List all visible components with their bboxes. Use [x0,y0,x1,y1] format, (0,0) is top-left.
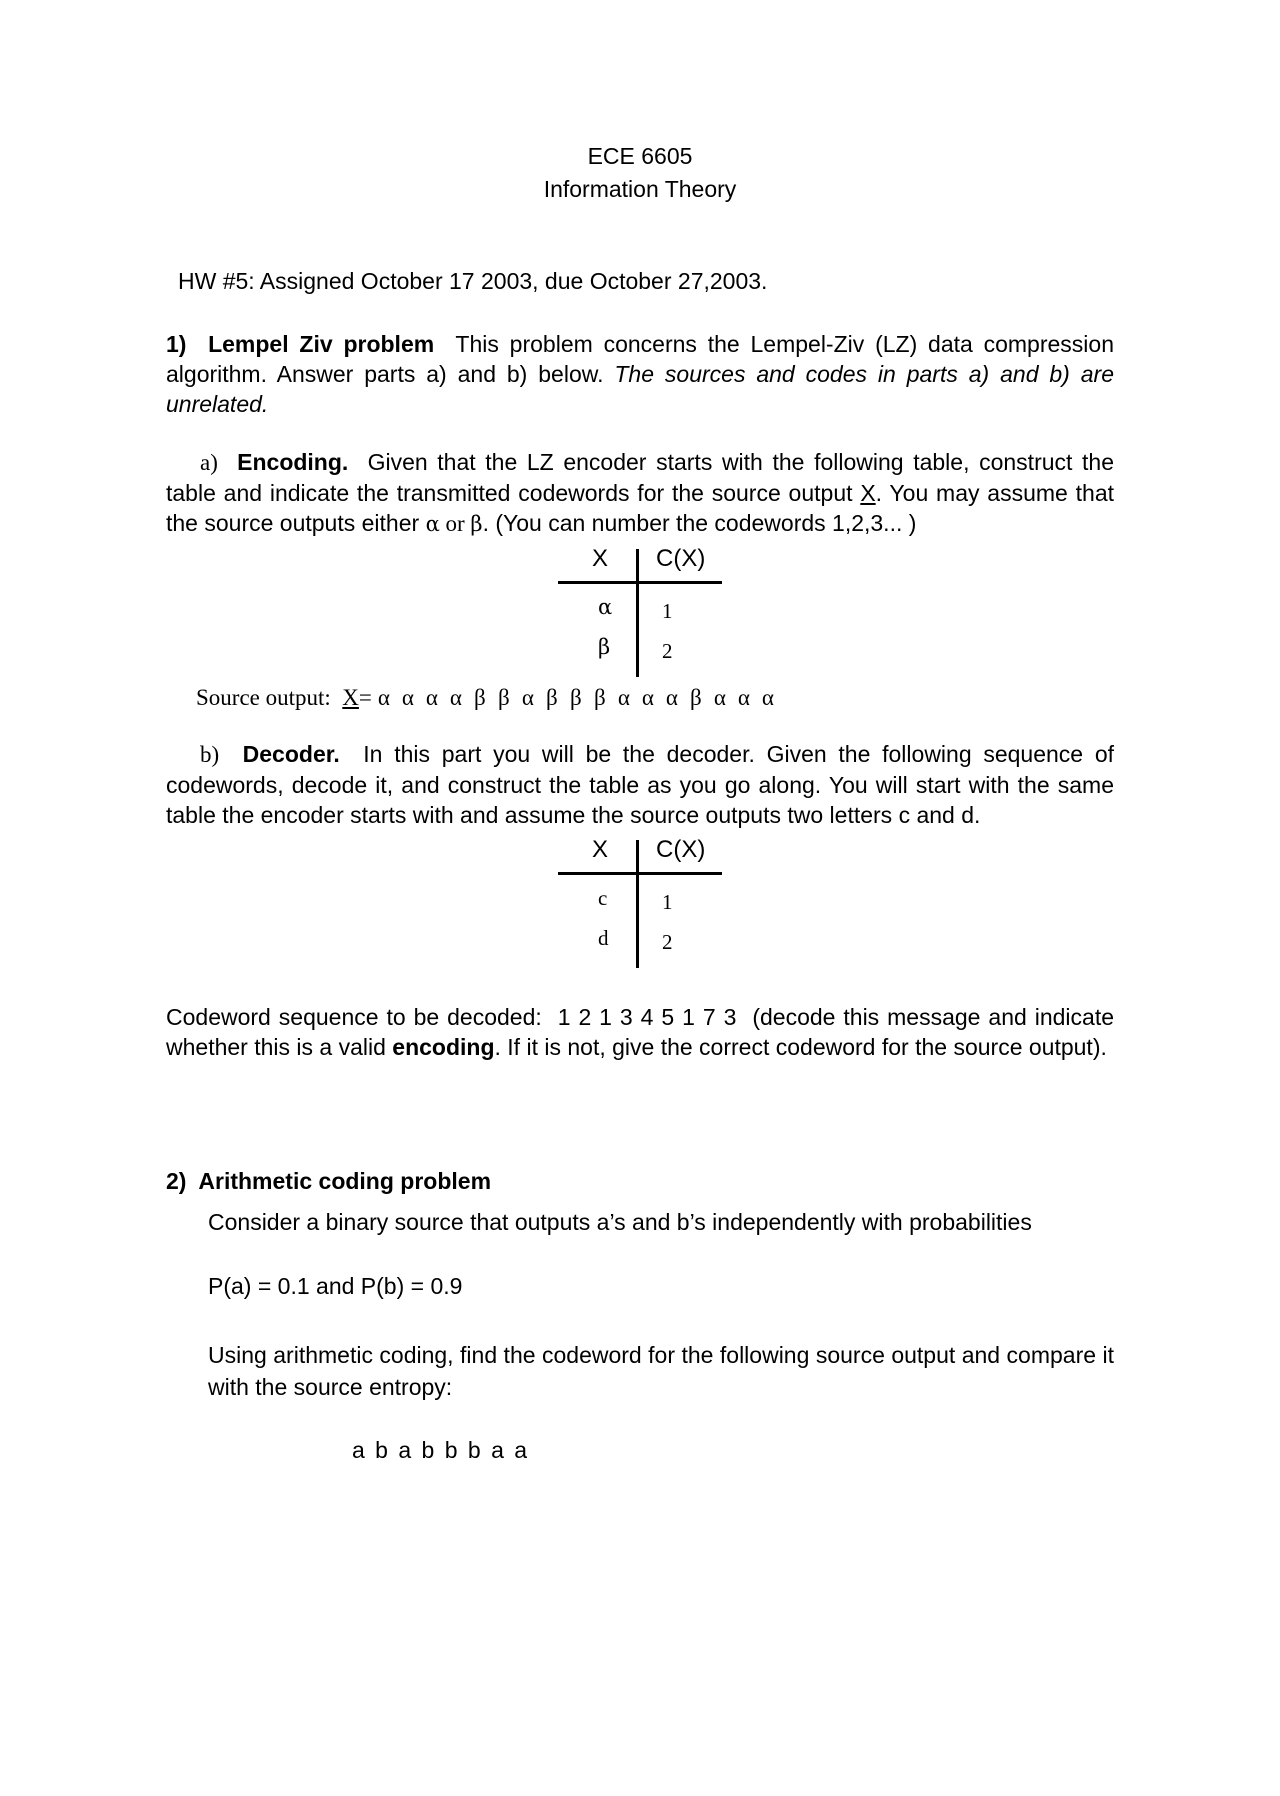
document-header [0,140,1280,206]
problem2-source-output: a b a b b b a a [352,1437,530,1463]
part-a-symbol-beta: β [470,512,483,536]
codeword-sequence-label: Codeword sequence to be decoded: [166,1004,542,1030]
problem2-probabilities: P(a) = 0.1 and P(b) = 0.9 [208,1273,463,1299]
encoder-table-header-cx: C(X) [656,545,706,572]
codeword-tail-2: . If it is not, give the correct codeword for the source output). [494,1034,1107,1060]
source-output-symbol: α [665,685,678,710]
source-output-symbol: α [737,685,750,710]
course-code: ECE 6605 [587,143,693,169]
part-b-text: In this part you will be the decoder. Given the following sequence of codewords, decode it, and construct the table as you go along. You will start with the same table the encoder starts with and assume the source outputs two letters c and d. [166,741,1115,828]
source-output-symbol: α [761,685,774,710]
part-b-title: Decoder. [242,741,340,767]
source-output-symbol: α [449,685,462,710]
source-output-symbol: β [570,685,582,710]
problem1-part-a [166,447,1114,539]
encoder-table-row1-codeword: 1 [662,599,673,623]
encoder-table-row2-codeword: 2 [662,639,673,663]
decoder-table-row2-symbol: d [598,926,609,950]
course-title: Information Theory [543,176,737,202]
decoder-table-row2-codeword: 2 [662,930,673,954]
decoder-table-header-cx: C(X) [656,836,706,863]
source-output-symbol: β [594,685,606,710]
encoder-table-header-x: X [592,545,609,572]
problem2-heading [166,1168,1114,1195]
source-output-symbol: α [617,685,630,710]
problem1-title: Lempel Ziv problem [208,331,435,357]
decoder-table-header-x: X [592,836,609,863]
table-vertical-rule [636,840,639,968]
source-output-symbol: α [641,685,654,710]
part-a-text-2: . You may assume that the source outputs either [166,480,1114,536]
document-body [166,268,1114,1464]
part-b-label: b) [200,742,220,767]
problem2-number: 2) [166,1168,187,1194]
source-output-symbol: α [401,685,414,710]
problem2-title: Arithmetic coding problem [198,1168,492,1194]
part-a-conjunction: or [439,511,471,536]
part-a-text-3: . (You can number the codewords 1,2,3... ) [482,510,917,536]
codeword-bold-word: encoding [392,1034,495,1060]
source-output-symbol: α [377,685,390,710]
codeword-sequence-paragraph [166,1002,1114,1062]
table-vertical-rule [636,549,639,677]
decoder-table-row1-codeword: 1 [662,890,673,914]
part-a-title: Encoding. [237,449,349,475]
part-a-text-1: Given that the LZ encoder starts with the following table, construct the table and indicate the transmitted codewords for the source output [166,449,1115,506]
source-output-variable: X [342,685,359,710]
part-a-label: a) [200,450,218,475]
problem2-line-1: Consider a binary source that outputs a’s and b’s independently with probabilities [208,1209,1032,1235]
source-output-sequence [372,685,780,710]
codeword-tail-1: (decode this message and indicate whether this is a valid [166,1004,1115,1060]
source-output-symbol: β [474,685,486,710]
source-output-equals: = [358,685,372,710]
source-output-label: Source output: [196,685,331,710]
source-output-symbol: β [498,685,510,710]
problem1-intro-end: . [261,391,269,417]
source-output-line [166,685,1114,711]
problem1-intro [166,329,1114,419]
part-a-variable-x: X [860,480,876,506]
part-a-symbol-alpha: α [425,512,440,536]
table-horizontal-rule [558,872,722,875]
problem1-part-b [166,739,1114,830]
problem2-line-2: Using arithmetic coding, find the codeword for the following source output and compare it with the source entropy: [208,1342,1114,1400]
decoder-table-row1-symbol: c [598,886,608,910]
problem1-intro-italic: The sources and codes in parts a) and b) are unrelated [166,361,1114,417]
source-output-symbol: α [521,685,534,710]
assignment-line: HW #5: Assigned October 17 2003, due October 27,2003. [178,268,768,294]
table-horizontal-rule [558,581,722,584]
source-output-symbol: β [546,685,558,710]
codeword-sequence-values: 1 2 1 3 4 5 1 7 3 [557,1004,737,1030]
source-output-symbol: α [425,685,438,710]
problem1-intro-text: This problem concerns the Lempel-Ziv (LZ) data compression algorithm. Answer parts a) and b) below. [166,331,1114,387]
source-output-symbol: α [713,685,726,710]
encoder-table-row2-symbol: β [598,635,611,659]
encoder-table [540,545,740,677]
document-page [0,140,1280,1796]
source-output-symbol: β [690,685,702,710]
decoder-table [540,836,740,968]
problem1-number: 1) [166,331,187,357]
encoder-table-row1-symbol: α [598,595,613,619]
